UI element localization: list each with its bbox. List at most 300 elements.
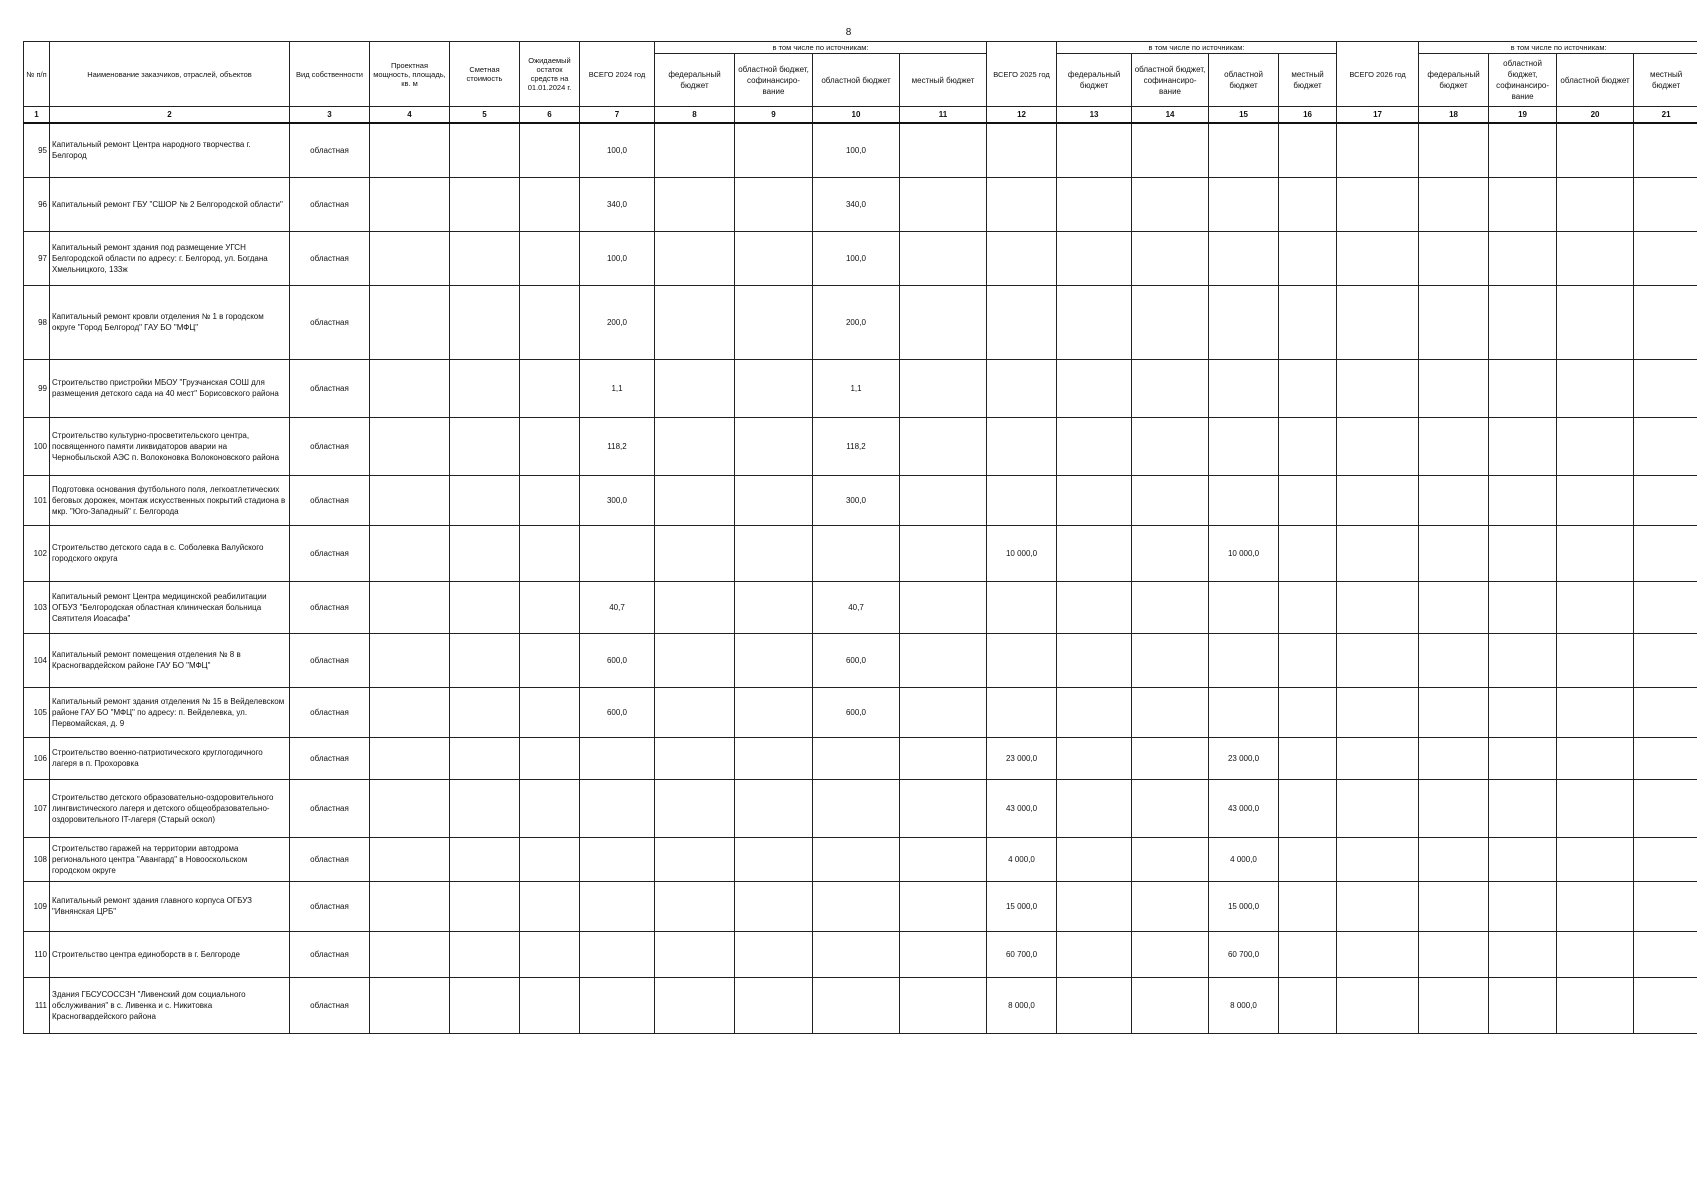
ownership-type: областная — [290, 475, 370, 525]
header-sources-2025: в том числе по источникам: — [1057, 42, 1337, 54]
regional-budget-2025 — [1209, 285, 1279, 359]
empty-cell — [900, 123, 987, 177]
total-2024 — [580, 525, 655, 581]
object-name: Капитальный ремонт здания под размещение УГСН Белгородской области по адресу: г. Белгород, ул. Богдана Хмельницкого, 133ж — [50, 231, 290, 285]
empty-cell — [900, 417, 987, 475]
empty-cell — [1132, 931, 1209, 977]
row-number: 97 — [24, 231, 50, 285]
empty-cell — [1132, 687, 1209, 737]
regional-budget-2025 — [1209, 359, 1279, 417]
column-number: 12 — [987, 107, 1057, 124]
empty-cell — [1057, 837, 1132, 881]
empty-cell — [450, 837, 520, 881]
table-row — [24, 931, 1697, 977]
total-2024 — [580, 931, 655, 977]
total-2024 — [580, 737, 655, 779]
empty-cell — [450, 475, 520, 525]
object-name: Капитальный ремонт здания главного корпуса ОГБУЗ "Ивнянская ЦРБ" — [50, 881, 290, 931]
total-2025 — [987, 475, 1057, 525]
empty-cell — [1557, 581, 1634, 633]
empty-cell — [1489, 633, 1557, 687]
ownership-type: областная — [290, 581, 370, 633]
empty-cell — [1557, 177, 1634, 231]
column-number: 8 — [655, 107, 735, 124]
empty-cell — [450, 359, 520, 417]
column-number: 16 — [1279, 107, 1337, 124]
empty-cell — [1634, 231, 1697, 285]
empty-cell — [1634, 177, 1697, 231]
empty-cell — [1279, 837, 1337, 881]
row-number: 107 — [24, 779, 50, 837]
empty-cell — [520, 633, 580, 687]
empty-cell — [1634, 837, 1697, 881]
ownership-type: областная — [290, 737, 370, 779]
header-estimate: Сметная стоимость — [450, 42, 520, 107]
column-number-row — [24, 107, 1697, 124]
empty-cell — [1132, 285, 1209, 359]
column-number: 21 — [1634, 107, 1697, 124]
empty-cell — [1337, 475, 1419, 525]
header-ownership: Вид собственности — [290, 42, 370, 107]
empty-cell — [520, 525, 580, 581]
empty-cell — [1132, 359, 1209, 417]
object-name: Капитальный ремонт Центра народного творчества г. Белгород — [50, 123, 290, 177]
empty-cell — [1132, 123, 1209, 177]
total-2024 — [580, 881, 655, 931]
header-total-2025: ВСЕГО 2025 год — [987, 42, 1057, 107]
empty-cell — [1557, 123, 1634, 177]
regional-budget-2025: 60 700,0 — [1209, 931, 1279, 977]
regional-budget-2024: 200,0 — [813, 285, 900, 359]
empty-cell — [735, 687, 813, 737]
empty-cell — [520, 359, 580, 417]
empty-cell — [1634, 633, 1697, 687]
empty-cell — [370, 177, 450, 231]
empty-cell — [1057, 977, 1132, 1033]
header-regional-cofin-2026: областной бюджет, софинансиро-вание — [1489, 54, 1557, 107]
total-2025 — [987, 123, 1057, 177]
table-body — [24, 123, 1697, 1033]
object-name: Строительство военно-патриотического круглогодичного лагеря в п. Прохоровка — [50, 737, 290, 779]
empty-cell — [1337, 687, 1419, 737]
empty-cell — [1557, 525, 1634, 581]
empty-cell — [1489, 581, 1557, 633]
empty-cell — [1419, 837, 1489, 881]
object-name: Капитальный ремонт здания отделения № 15 в Вейделевском районе ГАУ БО "МФЦ" по адресу: п. Вейделевка, ул. Первомайская, д. 9 — [50, 687, 290, 737]
ownership-type: областная — [290, 633, 370, 687]
empty-cell — [655, 177, 735, 231]
total-2024: 300,0 — [580, 475, 655, 525]
empty-cell — [1337, 177, 1419, 231]
empty-cell — [1132, 881, 1209, 931]
regional-budget-2024 — [813, 881, 900, 931]
column-number: 17 — [1337, 107, 1419, 124]
header-local-2025: местный бюджет — [1279, 54, 1337, 107]
total-2024: 340,0 — [580, 177, 655, 231]
empty-cell — [1279, 581, 1337, 633]
empty-cell — [450, 285, 520, 359]
empty-cell — [1557, 881, 1634, 931]
ownership-type: областная — [290, 837, 370, 881]
empty-cell — [1419, 475, 1489, 525]
empty-cell — [370, 525, 450, 581]
header-regional-cofin-2025: областной бюджет, софинансиро-вание — [1132, 54, 1209, 107]
empty-cell — [1634, 285, 1697, 359]
empty-cell — [370, 285, 450, 359]
empty-cell — [900, 737, 987, 779]
empty-cell — [1419, 417, 1489, 475]
total-2024: 40,7 — [580, 581, 655, 633]
column-number: 3 — [290, 107, 370, 124]
empty-cell — [1337, 581, 1419, 633]
header-balance: Ожидаемый остаток средств на 01.01.2024 г. — [520, 42, 580, 107]
header-federal-2024: федеральный бюджет — [655, 54, 735, 107]
column-number: 10 — [813, 107, 900, 124]
empty-cell — [1419, 231, 1489, 285]
empty-cell — [655, 931, 735, 977]
empty-cell — [1337, 779, 1419, 837]
empty-cell — [1489, 931, 1557, 977]
empty-cell — [520, 881, 580, 931]
row-number: 108 — [24, 837, 50, 881]
empty-cell — [1634, 977, 1697, 1033]
total-2024 — [580, 977, 655, 1033]
empty-cell — [1337, 525, 1419, 581]
empty-cell — [735, 475, 813, 525]
header-federal-2026: федеральный бюджет — [1419, 54, 1489, 107]
empty-cell — [1337, 231, 1419, 285]
empty-cell — [1279, 359, 1337, 417]
total-2025 — [987, 633, 1057, 687]
empty-cell — [735, 737, 813, 779]
table-row — [24, 977, 1697, 1033]
empty-cell — [1489, 359, 1557, 417]
total-2025 — [987, 687, 1057, 737]
empty-cell — [1279, 475, 1337, 525]
empty-cell — [1279, 881, 1337, 931]
header-local-2024: местный бюджет — [900, 54, 987, 107]
ownership-type: областная — [290, 359, 370, 417]
header-total-2026: ВСЕГО 2026 год — [1337, 42, 1419, 107]
empty-cell — [1634, 123, 1697, 177]
empty-cell — [735, 359, 813, 417]
empty-cell — [900, 525, 987, 581]
total-2025: 43 000,0 — [987, 779, 1057, 837]
empty-cell — [1419, 931, 1489, 977]
empty-cell — [655, 737, 735, 779]
empty-cell — [1557, 359, 1634, 417]
object-name: Строительство культурно-просветительского центра, посвященного памяти ликвидаторов аварии на Чернобыльской АЭС п. Волоконовка Волоконовского района — [50, 417, 290, 475]
empty-cell — [735, 881, 813, 931]
row-number: 96 — [24, 177, 50, 231]
empty-cell — [735, 525, 813, 581]
ownership-type: областная — [290, 931, 370, 977]
ownership-type: областная — [290, 231, 370, 285]
empty-cell — [1057, 525, 1132, 581]
table-row — [24, 525, 1697, 581]
empty-cell — [370, 881, 450, 931]
regional-budget-2024: 100,0 — [813, 231, 900, 285]
regional-budget-2025: 8 000,0 — [1209, 977, 1279, 1033]
empty-cell — [520, 581, 580, 633]
empty-cell — [1489, 977, 1557, 1033]
empty-cell — [900, 633, 987, 687]
regional-budget-2024 — [813, 779, 900, 837]
empty-cell — [735, 177, 813, 231]
empty-cell — [1337, 881, 1419, 931]
empty-cell — [1337, 977, 1419, 1033]
empty-cell — [1557, 417, 1634, 475]
total-2025: 4 000,0 — [987, 837, 1057, 881]
column-number: 18 — [1419, 107, 1489, 124]
empty-cell — [735, 837, 813, 881]
empty-cell — [520, 779, 580, 837]
total-2025 — [987, 359, 1057, 417]
empty-cell — [520, 837, 580, 881]
empty-cell — [1337, 837, 1419, 881]
empty-cell — [1132, 633, 1209, 687]
total-2025: 8 000,0 — [987, 977, 1057, 1033]
regional-budget-2025 — [1209, 231, 1279, 285]
row-number: 101 — [24, 475, 50, 525]
empty-cell — [1419, 881, 1489, 931]
empty-cell — [655, 881, 735, 931]
empty-cell — [1419, 581, 1489, 633]
column-number: 6 — [520, 107, 580, 124]
table-row — [24, 285, 1697, 359]
regional-budget-2024 — [813, 977, 900, 1033]
empty-cell — [450, 977, 520, 1033]
regional-budget-2025 — [1209, 633, 1279, 687]
total-2024: 100,0 — [580, 231, 655, 285]
empty-cell — [1279, 977, 1337, 1033]
empty-cell — [1132, 837, 1209, 881]
ownership-type: областная — [290, 881, 370, 931]
regional-budget-2024: 40,7 — [813, 581, 900, 633]
header-sources-2026: в том числе по источникам: — [1419, 42, 1697, 54]
empty-cell — [1419, 977, 1489, 1033]
regional-budget-2025: 10 000,0 — [1209, 525, 1279, 581]
column-number: 5 — [450, 107, 520, 124]
empty-cell — [1057, 177, 1132, 231]
row-number: 105 — [24, 687, 50, 737]
empty-cell — [1634, 881, 1697, 931]
empty-cell — [1279, 285, 1337, 359]
empty-cell — [1419, 359, 1489, 417]
empty-cell — [1057, 417, 1132, 475]
row-number: 95 — [24, 123, 50, 177]
empty-cell — [370, 977, 450, 1033]
empty-cell — [655, 525, 735, 581]
regional-budget-2024 — [813, 737, 900, 779]
empty-cell — [1132, 581, 1209, 633]
empty-cell — [1337, 737, 1419, 779]
ownership-type: областная — [290, 687, 370, 737]
empty-cell — [1634, 525, 1697, 581]
empty-cell — [1057, 123, 1132, 177]
empty-cell — [655, 123, 735, 177]
empty-cell — [1279, 737, 1337, 779]
total-2025: 60 700,0 — [987, 931, 1057, 977]
regional-budget-2024: 1,1 — [813, 359, 900, 417]
empty-cell — [370, 581, 450, 633]
empty-cell — [1057, 633, 1132, 687]
total-2024: 200,0 — [580, 285, 655, 359]
empty-cell — [1057, 737, 1132, 779]
row-number: 110 — [24, 931, 50, 977]
empty-cell — [900, 931, 987, 977]
object-name: Строительство пристройки МБОУ "Грузчанская СОШ для размещения детского сада на 40 мест" Борисовского района — [50, 359, 290, 417]
row-number: 109 — [24, 881, 50, 931]
empty-cell — [1132, 977, 1209, 1033]
column-number: 7 — [580, 107, 655, 124]
header-regional-2024: областной бюджет — [813, 54, 900, 107]
row-number: 106 — [24, 737, 50, 779]
empty-cell — [1557, 687, 1634, 737]
header-regional-2026: областной бюджет — [1557, 54, 1634, 107]
empty-cell — [1132, 525, 1209, 581]
table-row — [24, 881, 1697, 931]
table-row — [24, 581, 1697, 633]
regional-budget-2024: 300,0 — [813, 475, 900, 525]
column-number: 15 — [1209, 107, 1279, 124]
empty-cell — [1279, 931, 1337, 977]
empty-cell — [1557, 737, 1634, 779]
row-number: 100 — [24, 417, 50, 475]
header-capacity: Проектная мощность, площадь, кв. м — [370, 42, 450, 107]
total-2024: 1,1 — [580, 359, 655, 417]
empty-cell — [1419, 123, 1489, 177]
empty-cell — [735, 633, 813, 687]
empty-cell — [1557, 633, 1634, 687]
ownership-type: областная — [290, 525, 370, 581]
empty-cell — [370, 837, 450, 881]
table-row — [24, 779, 1697, 837]
object-name: Капитальный ремонт ГБУ "СШОР № 2 Белгородской области" — [50, 177, 290, 231]
empty-cell — [1557, 231, 1634, 285]
empty-cell — [1337, 123, 1419, 177]
table-row — [24, 737, 1697, 779]
empty-cell — [1132, 417, 1209, 475]
regional-budget-2025: 23 000,0 — [1209, 737, 1279, 779]
table-row — [24, 417, 1697, 475]
empty-cell — [450, 417, 520, 475]
total-2025 — [987, 417, 1057, 475]
empty-cell — [1337, 633, 1419, 687]
empty-cell — [370, 779, 450, 837]
regional-budget-2025 — [1209, 475, 1279, 525]
empty-cell — [450, 123, 520, 177]
empty-cell — [1419, 525, 1489, 581]
empty-cell — [450, 525, 520, 581]
header-total-2024: ВСЕГО 2024 год — [580, 42, 655, 107]
header-name: Наименование заказчиков, отраслей, объектов — [50, 42, 290, 107]
empty-cell — [1279, 417, 1337, 475]
empty-cell — [900, 359, 987, 417]
empty-cell — [900, 475, 987, 525]
total-2025 — [987, 177, 1057, 231]
total-2025: 23 000,0 — [987, 737, 1057, 779]
table-row — [24, 123, 1697, 177]
empty-cell — [655, 633, 735, 687]
empty-cell — [735, 123, 813, 177]
empty-cell — [450, 931, 520, 977]
column-number: 20 — [1557, 107, 1634, 124]
ownership-type: областная — [290, 285, 370, 359]
empty-cell — [1132, 475, 1209, 525]
regional-budget-2024: 100,0 — [813, 123, 900, 177]
regional-budget-2025: 43 000,0 — [1209, 779, 1279, 837]
empty-cell — [520, 417, 580, 475]
header-no: № п/п — [24, 42, 50, 107]
empty-cell — [735, 779, 813, 837]
empty-cell — [1057, 687, 1132, 737]
empty-cell — [1337, 931, 1419, 977]
empty-cell — [1057, 931, 1132, 977]
ownership-type: областная — [290, 779, 370, 837]
empty-cell — [370, 417, 450, 475]
empty-cell — [450, 177, 520, 231]
empty-cell — [655, 977, 735, 1033]
empty-cell — [1057, 581, 1132, 633]
empty-cell — [370, 633, 450, 687]
row-number: 111 — [24, 977, 50, 1033]
empty-cell — [735, 977, 813, 1033]
empty-cell — [1132, 177, 1209, 231]
empty-cell — [1419, 737, 1489, 779]
regional-budget-2025 — [1209, 177, 1279, 231]
empty-cell — [1057, 881, 1132, 931]
object-name: Строительство гаражей на территории автодрома регионального центра "Авангард" в Новооскольском городском округе — [50, 837, 290, 881]
empty-cell — [1132, 779, 1209, 837]
row-number: 103 — [24, 581, 50, 633]
empty-cell — [1057, 475, 1132, 525]
empty-cell — [1279, 633, 1337, 687]
budget-table — [23, 41, 1697, 1034]
empty-cell — [450, 881, 520, 931]
empty-cell — [520, 687, 580, 737]
empty-cell — [900, 231, 987, 285]
empty-cell — [1557, 977, 1634, 1033]
empty-cell — [1489, 525, 1557, 581]
empty-cell — [370, 737, 450, 779]
empty-cell — [900, 581, 987, 633]
table-row — [24, 475, 1697, 525]
empty-cell — [1634, 779, 1697, 837]
ownership-type: областная — [290, 177, 370, 231]
total-2024: 600,0 — [580, 633, 655, 687]
empty-cell — [1279, 525, 1337, 581]
total-2025: 10 000,0 — [987, 525, 1057, 581]
regional-budget-2025 — [1209, 123, 1279, 177]
object-name: Здания ГБСУСОССЗН "Ливенский дом социального обслуживания" в с. Ливенка и с. Никитовка Красногвардейского района — [50, 977, 290, 1033]
row-number: 99 — [24, 359, 50, 417]
empty-cell — [1337, 417, 1419, 475]
empty-cell — [450, 633, 520, 687]
column-number: 13 — [1057, 107, 1132, 124]
empty-cell — [1419, 779, 1489, 837]
empty-cell — [1489, 123, 1557, 177]
empty-cell — [1557, 285, 1634, 359]
column-number: 11 — [900, 107, 987, 124]
empty-cell — [1634, 475, 1697, 525]
regional-budget-2025 — [1209, 417, 1279, 475]
object-name: Капитальный ремонт помещения отделения № 8 в Красногвардейском районе ГАУ БО "МФЦ" — [50, 633, 290, 687]
empty-cell — [1557, 931, 1634, 977]
empty-cell — [1489, 881, 1557, 931]
empty-cell — [900, 837, 987, 881]
ownership-type: областная — [290, 417, 370, 475]
